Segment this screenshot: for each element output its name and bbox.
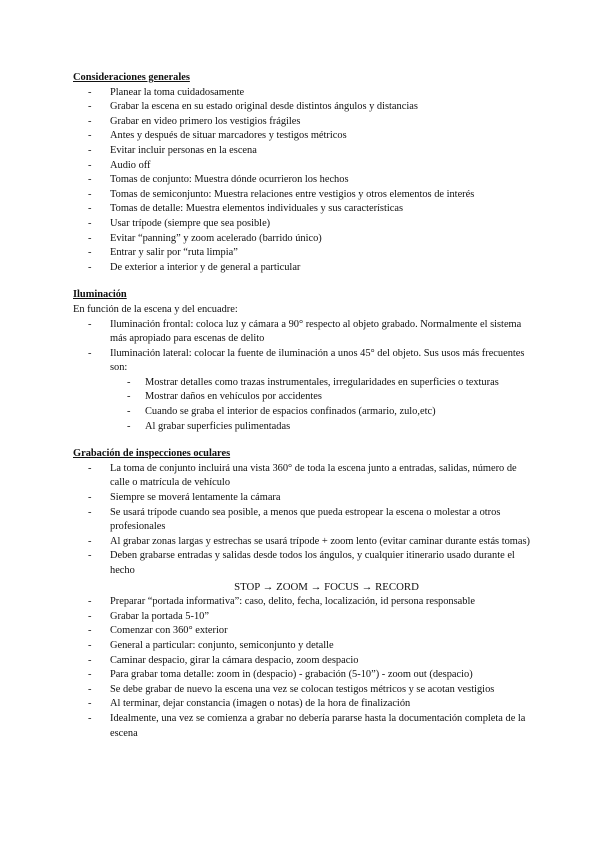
list-item-text: Al grabar zonas largas y estrechas se usará trípode + zoom lento (evitar caminar durante estás tomas): [110, 535, 530, 547]
list-item-text: Deben grabarse entradas y salidas desde todos los ángulos, y cualquier itinerario usado durante el hecho: [110, 550, 515, 576]
workflow-sequence: STOP → ZOOM → FOCUS → RECORD: [234, 580, 419, 593]
list-item-text: Audio off: [110, 159, 151, 171]
bullet-dash: -: [127, 406, 131, 418]
list-item-text: General a particular: conjunto, semiconjunto y detalle: [110, 639, 334, 651]
list-item: [73, 246, 533, 261]
list-item: [73, 188, 533, 203]
bullet-dash: -: [88, 115, 92, 127]
section-heading: Consideraciones generales: [73, 72, 190, 83]
list-item: [73, 173, 533, 188]
list-item: [73, 462, 533, 491]
list-item: [73, 668, 533, 683]
list-item-text: Evitar incluir personas en la escena: [110, 144, 257, 156]
bullet-dash: -: [88, 86, 92, 98]
list-item: [73, 232, 533, 247]
bullet-list: [73, 595, 533, 741]
list-item: [73, 129, 533, 144]
list-item-text: Usar trípode (siempre que sea posible): [110, 217, 271, 229]
bullet-list: [73, 86, 533, 276]
sub-list-item-text: Mostrar daños en vehículos por accidentes: [145, 391, 322, 403]
sub-bullet-list: [73, 376, 533, 434]
sub-list-item-text: Mostrar detalles como trazas instrumentales, irregularidades en superficies o texturas: [145, 376, 499, 388]
bullet-dash: -: [88, 506, 92, 518]
sub-list-item: [73, 420, 533, 435]
list-item: [73, 217, 533, 232]
list-item: [73, 115, 533, 130]
section-heading: Iluminación: [73, 289, 127, 301]
bullet-dash: -: [88, 625, 92, 637]
sub-list-item-text: Cuando se graba el interior de espacios confinados (armario, zulo,etc): [145, 406, 436, 418]
list-item-text: Grabar en video primero los vestigios frágiles: [110, 115, 301, 127]
list-item-text: Grabar la escena en su estado original desde distintos ángulos y distancias: [110, 101, 418, 113]
bullet-dash: -: [88, 550, 92, 562]
bullet-dash: -: [88, 318, 92, 330]
list-item: [73, 159, 533, 174]
list-item-text: Antes y después de situar marcadores y testigos métricos: [110, 130, 347, 142]
section-intro: En función de la escena y del encuadre:: [73, 303, 238, 315]
list-item: [73, 100, 533, 115]
bullet-dash: -: [88, 596, 92, 608]
list-item: [73, 261, 533, 276]
bullet-dash: -: [88, 261, 92, 273]
bullet-dash: -: [88, 247, 92, 259]
list-item: [73, 491, 533, 506]
bullet-dash: -: [88, 174, 92, 186]
list-item-text: Al terminar, dejar constancia (imagen o notas) de la hora de finalización: [110, 698, 411, 710]
section-consideraciones-generales: [73, 71, 533, 275]
list-item-text: Tomas de detalle: Muestra elementos individuales y sus características: [110, 203, 404, 215]
list-item-text: Preparar “portada informativa”: caso, delito, fecha, localización, id persona responsable: [110, 596, 475, 608]
list-item-text: Iluminación frontal: coloca luz y cámara a 90° respecto al objeto grabado. Normalmente el sistema más apropiado para escenas de delito: [110, 318, 522, 345]
list-item-text: Siempre se moverá lentamente la cámara: [110, 492, 281, 504]
list-item: [73, 595, 533, 610]
bullet-dash: -: [88, 712, 92, 724]
list-item: [73, 506, 533, 535]
bullet-dash: -: [88, 639, 92, 651]
list-item: [73, 639, 533, 654]
list-item-text: Grabar la portada 5-10”: [110, 610, 209, 622]
list-item-text: Iluminación lateral: colocar la fuente de iluminación a unos 45° del objeto. Sus usos más frecuentes son:: [110, 347, 525, 374]
list-item: [73, 683, 533, 698]
list-item-text: Tomas de conjunto: Muestra dónde ocurrieron los hechos: [110, 174, 349, 186]
bullet-dash: -: [88, 188, 92, 200]
bullet-dash: -: [88, 347, 92, 359]
list-item: [73, 202, 533, 217]
bullet-dash: -: [88, 535, 92, 547]
list-item-text: La toma de conjunto incluirá una vista 360° de toda la escena junto a entradas, salidas, número de calle o matrícula de vehículo: [110, 462, 517, 489]
list-item-text: Comenzar con 360° exterior: [110, 625, 228, 637]
bullet-dash: -: [88, 130, 92, 142]
list-item: [73, 535, 533, 550]
bullet-dash: -: [88, 654, 92, 666]
bullet-dash: -: [88, 669, 92, 681]
sub-list-item: [73, 390, 533, 405]
bullet-dash: -: [127, 376, 131, 388]
bullet-dash: -: [88, 683, 92, 695]
sub-list-item: [73, 376, 533, 391]
list-item: [73, 654, 533, 669]
bullet-dash: -: [88, 217, 92, 229]
section-heading: Grabación de inspecciones oculares: [73, 448, 231, 460]
document-content: [73, 71, 533, 754]
list-item-text: De exterior a interior y de general a particular: [110, 261, 301, 273]
bullet-dash: -: [88, 462, 92, 474]
bullet-dash: -: [127, 391, 131, 403]
section-grabacion-inspecciones: [73, 447, 533, 741]
list-item-text: Caminar despacio, girar la cámara despacio, zoom despacio: [110, 654, 359, 666]
bullet-list: [73, 318, 533, 376]
bullet-dash: -: [88, 159, 92, 171]
bullet-dash: -: [127, 420, 131, 432]
list-item: [73, 318, 533, 347]
list-item: [73, 610, 533, 625]
list-item: [73, 549, 533, 578]
bullet-dash: -: [88, 232, 92, 244]
section-iluminacion: [73, 288, 533, 434]
list-item-text: Idealmente, una vez se comienza a grabar no debería pararse hasta la documentación completa de la escena: [110, 712, 526, 739]
bullet-dash: -: [88, 610, 92, 622]
bullet-dash: -: [88, 144, 92, 156]
sub-list-item: [73, 405, 533, 420]
bullet-dash: -: [88, 492, 92, 504]
list-item-text: Entrar y salir por “ruta limpia”: [110, 247, 238, 259]
list-item: [73, 712, 533, 741]
bullet-dash: -: [88, 203, 92, 215]
list-item-text: Se usará trípode cuando sea posible, a menos que pueda estropear la escena o molestar a otros profesionales: [110, 506, 501, 533]
list-item: [73, 624, 533, 639]
sub-list-item-text: Al grabar superficies pulimentadas: [145, 420, 291, 432]
list-item-text: Se debe grabar de nuevo la escena una vez se colocan testigos métricos y se acotan vestigios: [110, 683, 495, 695]
list-item-text: Planear la toma cuidadosamente: [110, 86, 245, 98]
list-item-text: Evitar “panning” y zoom acelerado (barrido único): [110, 232, 322, 244]
list-item: [73, 347, 533, 376]
list-item: [73, 697, 533, 712]
list-item-text: Para grabar toma detalle: zoom in (despacio) - grabación (5-10”) - zoom out (despacio): [110, 669, 473, 681]
bullet-dash: -: [88, 101, 92, 113]
list-item: [73, 86, 533, 101]
list-item-text: Tomas de semiconjunto: Muestra relaciones entre vestigios y otros elementos de interés: [110, 188, 475, 200]
bullet-list: [73, 462, 533, 579]
bullet-dash: -: [88, 698, 92, 710]
list-item: [73, 144, 533, 159]
